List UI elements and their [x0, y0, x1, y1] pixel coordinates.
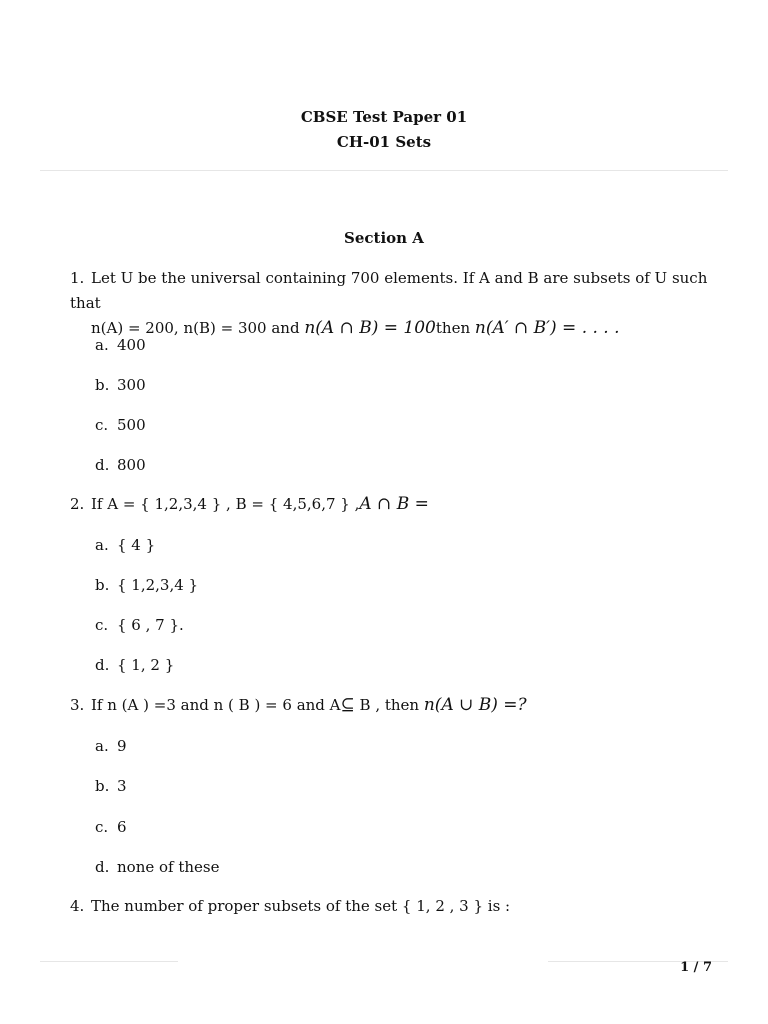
question-text: If A = { 1,2,3,4 } , B = { 4,5,6,7 } ,: [91, 495, 360, 513]
question-1: [70, 266, 730, 341]
option-c: c. 500: [95, 416, 146, 434]
option-c: c. 6: [95, 818, 127, 836]
question-text: n(A) = 200, n(B) = 300 and: [91, 319, 305, 337]
option-a: a. 400: [95, 336, 146, 354]
page-number: 1 / 7: [680, 960, 712, 975]
question-4: [70, 894, 730, 919]
subset-symbol: ⊆: [340, 695, 355, 715]
option-b: b. { 1,2,3,4 }: [95, 576, 199, 594]
question-text: Let U be the universal containing 700 elements. If A and B are subsets of U such that: [70, 269, 708, 312]
header-divider: [40, 170, 728, 171]
option-a: a. { 4 }: [95, 536, 156, 554]
question-text: The number of proper subsets of the set { 1, 2 , 3 } is :: [91, 897, 511, 915]
option-b: b. 3: [95, 777, 127, 795]
question-text: then: [435, 319, 475, 337]
option-d: d. { 1, 2 }: [95, 656, 175, 674]
math-expression: A ∩ B =: [359, 494, 429, 514]
question-2: [70, 492, 730, 517]
math-expression: n(A ∩ B) = 100: [304, 318, 436, 338]
paper-title: CBSE Test Paper 01: [300, 108, 468, 126]
question-number: 2.: [70, 495, 85, 513]
math-expression: n(A′ ∩ B′) = . . . .: [474, 318, 620, 338]
option-d: d. none of these: [95, 858, 220, 876]
option-c: c. { 6 , 7 }.: [95, 616, 184, 634]
question-text: B , then: [354, 696, 424, 714]
option-d: d. 800: [95, 456, 146, 474]
option-a: a. 9: [95, 737, 127, 755]
question-text: If n (A ) =3 and n ( B ) = 6 and A: [91, 696, 341, 714]
section-heading: Section A: [344, 229, 424, 247]
question-number: 1.: [70, 269, 85, 287]
chapter-title: CH-01 Sets: [336, 133, 432, 151]
question-number: 3.: [70, 696, 85, 714]
question-number: 4.: [70, 897, 85, 915]
option-b: b. 300: [95, 376, 146, 394]
math-expression: n(A ∪ B) =?: [423, 695, 527, 715]
question-3: [70, 693, 730, 718]
footer-divider-left: [40, 961, 178, 962]
